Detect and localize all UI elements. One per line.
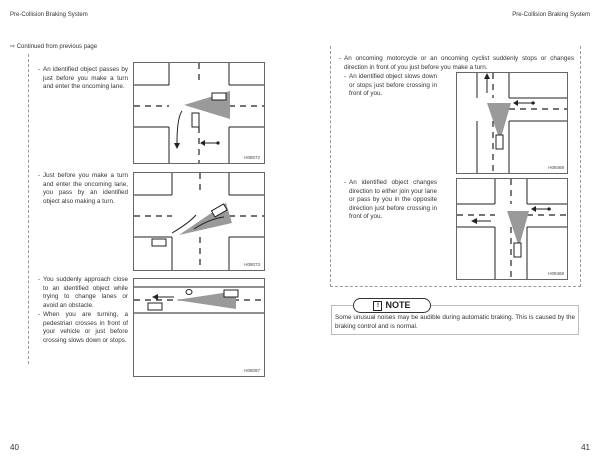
left-item-1: - An identified object passes by just before you make a turn and enter the oncoming lane.	[38, 66, 128, 91]
left-margin-rule	[28, 54, 29, 364]
right-page-number: 41	[581, 443, 590, 452]
note-label: NOTE	[385, 300, 411, 310]
left-running-header: Pre-Collision Braking System	[10, 12, 88, 18]
figure-h08073: H08073	[133, 172, 265, 271]
lane-change-diagram	[134, 279, 264, 319]
right-intro: - An oncoming motorcycle or an oncoming cyclist suddenly stops or changes direction in front of you just before you make a turn.	[339, 55, 574, 71]
left-item-2: - Just before you make a turn and enter the oncoming lane, you pass by an identified object also making a turn.	[38, 172, 128, 205]
figure-h08097: H08097	[133, 278, 265, 377]
right-item-1: - An identified object slows down or stops just before crossing in front of you.	[344, 73, 437, 98]
note-text: Some unusual noises may be audible during automatic braking. This is caused by the braking control and is normal.	[335, 314, 575, 330]
left-page-number: 40	[10, 443, 19, 452]
note-icon: !	[373, 301, 382, 311]
turn-scenario-diagram-1	[134, 63, 264, 163]
right-running-header: Pre-Collision Braking System	[512, 12, 590, 18]
oncoming-motorcycle-diagram	[457, 73, 567, 173]
note-label-pill	[353, 298, 431, 313]
turn-scenario-diagram-2	[134, 173, 264, 270]
left-item-3: - You suddenly approach close to an identified object while trying to change lanes or avoid an obstacle.	[38, 276, 128, 309]
figure-h08469: H08469	[456, 72, 568, 174]
figure-h08072: H08072	[133, 62, 265, 164]
right-item-2: - An identified object changes direction to either join your lane or pass by you in the opposite direction just before crossing in front of you.	[344, 179, 437, 221]
direction-change-diagram	[457, 179, 567, 279]
figure-h08468: H08468	[456, 178, 568, 280]
left-item-4: - When you are turning, a pedestrian crosses in front of your vehicle or just before crossing slows down or stops.	[38, 311, 128, 344]
continued-note: ⇨ Continued from previous page	[10, 44, 98, 50]
